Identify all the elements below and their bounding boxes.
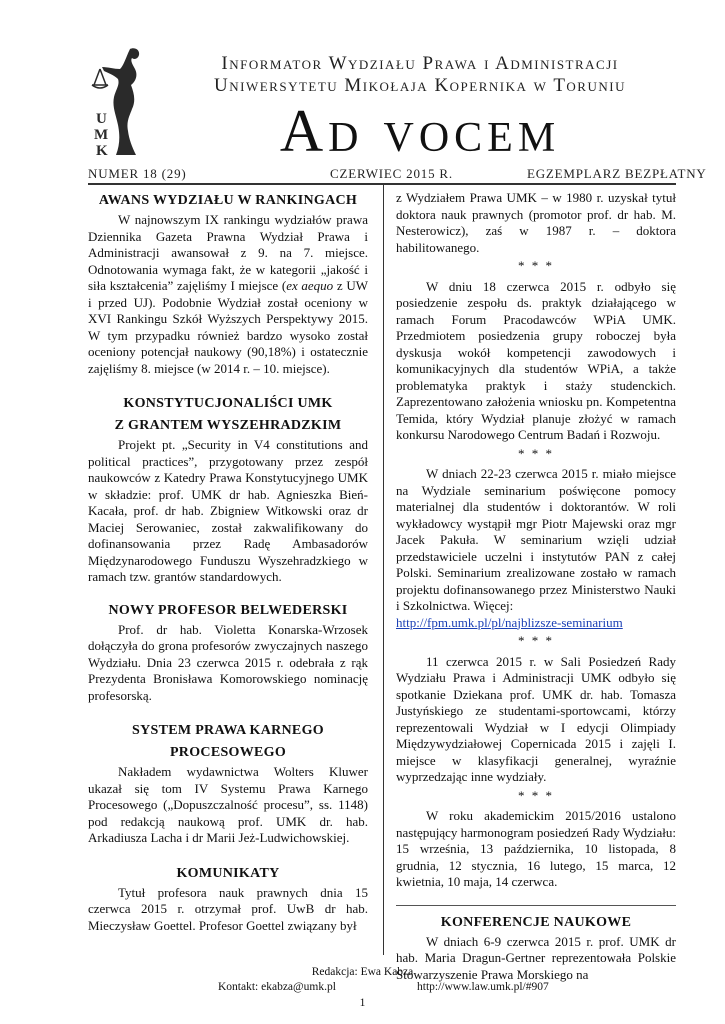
section-title-criminal-law: SYSTEM PRAWA KARNEGO <box>132 723 324 738</box>
column-divider <box>383 185 384 955</box>
newsletter-title: Ad vocem <box>279 98 561 164</box>
logo-letter-k: K <box>96 143 108 159</box>
criminal-law-paragraph: Nakładem wydawnictwa Wolters Kluwer ukazał się tom IV Systemu Prawa Karnego Procesowego („Dopuszczalność procesu”, ss. 1148) pod redakcją naukową prof. UMK dr. hab. Arkadiusza Lacha i dr Marii Jeż-Ludwichowskiej. <box>88 764 368 845</box>
left-column <box>88 190 368 934</box>
free-copy-label: EGZEMPLARZ BEZPŁATNY <box>527 166 707 181</box>
footer-editor: Redakcja: Ewa Kabza <box>311 966 414 978</box>
umk-logo <box>86 45 158 160</box>
conference-paragraph: W dniach 6-9 czerwca 2015 r. prof. UMK dr hab. Maria Dragun-Gertner reprezentowała Polskie Stowarzyszenie Prawa Morskiego na <box>396 933 676 982</box>
seminar-link[interactable]: http://fpm.umk.pl/pl/najblizsze-seminarium <box>396 614 623 630</box>
section-title-constitutionalists: KONSTYTUCJONALIŚCI UMK <box>123 396 333 411</box>
separator-stars: * * * <box>518 787 554 803</box>
section-title-criminal-law-2: PROCESOWEGO <box>169 745 287 760</box>
logo-letter-u: U <box>96 111 107 127</box>
separator-stars: * * * <box>518 633 554 648</box>
announcements-paragraph: Tytuł profesora nauk prawnych dnia 15 czerwca 2015 r. otrzymał prof. UwB dr hab. Mieczysław Goettel. Profesor Goettel związany był <box>88 884 368 933</box>
page-number: 1 <box>359 997 366 1009</box>
header-rule <box>88 183 676 185</box>
council-schedule-paragraph: W roku akademickim 2015/2016 ustalono następujący harmonogram posiedzeń Rady Wydziału: 15 września, 13 października, 10 listopada, 8 grudnia, 12 stycznia, 16 lutego, 15 marca, 12 kwietnia, 10 maja, 14 czerwca. <box>396 808 676 889</box>
separator-stars: * * * <box>518 445 554 461</box>
footer-url[interactable]: http://www.law.umk.pl/#907 <box>417 981 549 993</box>
section-title-constitutionalists-2: Z GRANTEM WYSZEHRADZKIM <box>114 418 342 433</box>
rankings-paragraph: W najnowszym IX rankingu wydziałów prawa Dziennika Gazeta Prawna Wydział Prawa i Administracji awansował z 9. na 7. miejsce. Odnotowania wymaga fakt, że w kategorii „jakość i siła kształcenia” zajęliśmy I miejsce (ex aequo z UW i przed UJ). Podobnie Wydział został oceniony w XVI Rankingu Szkół Wyższych Perspektywy 2015. W tym przypadku również bardzo wysoko został oceniony potencjał naukowy (90,18%) i ostatecznie zajęliśmy 8. miejsce (w 2014 r. – 10. miejsce). <box>88 212 368 376</box>
masthead-line-2: Uniwersytetu Mikołaja Kopernika w Toruniu <box>214 75 626 96</box>
goettel-continued: z Wydziałem Prawa UMK – w 1980 r. uzyskał tytuł doktora nauk prawnych (promotor prof. dr hab. M. Nesterowicz), zaś w 1987 r. – doktora habilitowanego. <box>396 190 676 255</box>
section-title-announcements: KOMUNIKATY <box>176 865 280 881</box>
footer-contact[interactable]: Kontakt: ekabza@umk.pl <box>218 981 336 993</box>
issue-number: NUMER 18 (29) <box>88 166 187 181</box>
logo-letter-m: M <box>94 127 109 143</box>
separator-stars: * * * <box>518 258 554 273</box>
forum-paragraph: W dniu 18 czerwca 2015 r. odbyło się posiedzenie zespołu ds. praktyk działającego w ramach Forum Pracodawców WPiA UMK. Przedmiotem posiedzenia grupy roboczej była dyskusja wokół kompetencji zawodowych i komunikacyjnych dla studentów WPiA, a także problematyka praktyk i staży studenckich. Zaprezentowano założenia wniosku pn. Kompetentna Temida, który Wydział planuje złożyć w ramach konkursu Narodowego Centrum Badań i Rozwoju. <box>396 278 676 442</box>
section-title-conferences: KONFERENCJE NAUKOWE <box>440 914 632 930</box>
copernicada-paragraph: 11 czerwca 2015 r. w Sali Posiedzeń Rady Wydziału Prawa i Administracji UMK odbyło się spotkanie Dziekana prof. UMK dr. hab. Tomasza Justyńskiego ze studentami-sportowcami, którzy reprezentowali Wydział w I edycji Olimpiady Międzywydziałowej Copernicada 2015 i zajęli I. miejsce w klasyfikacji generalnej, wyraźnie wyprzedzając inne wydziały. <box>396 653 676 784</box>
right-column <box>396 190 676 983</box>
issue-date: CZERWIEC 2015 R. <box>330 166 453 181</box>
section-separator <box>396 905 676 906</box>
grant-paragraph: Projekt pt. „Security in V4 constitutions and political practices”, przygotowany przez zespół naukowców z Katedry Prawa Konstytucyjnego UMK w składzie: prof. UMK dr hab. Agnieszka Bień-Kacała, prof. dr hab. Zbigniew Witkowski oraz dr Maciej Serowaniec, został zakwalifikowany do dofinansowania przez Radę Ambasadorów Międzynarodowego Funduszu Wyszehradzkiego w ramach tzw. grantów standardowych. <box>88 437 368 584</box>
professor-paragraph: Prof. dr hab. Violetta Konarska-Wrzosek dołączyła do grona profesorów zwyczajnych naszego Wydziału. Dnia 23 czerwca 2015 r. odebrała z rąk Prezydenta Bronisława Komorowskiego nominację profesorską. <box>88 621 368 703</box>
section-title-rankings: AWANS WYDZIAŁU W RANKINGACH <box>98 193 358 208</box>
section-title-new-professor: NOWY PROFESOR BELWEDERSKI <box>108 602 348 618</box>
seminar-paragraph: W dniach 22-23 czerwca 2015 r. miało miejsce na Wydziale seminarium poświęcone pomocy materialnej dla studentów i doktorantów. W roli wykładowcy wystąpił mgr Piotr Majewski oraz mgr Jacek Pakuła. W seminarium wzięli udział przedstawiciele uczelni i instytutów PAN z całej Polski. Seminarium zrealizowane zostało w ramach projektu dofinansowanego przez Ministerstwo Nauki i Szkolnictwa. Więcej: http://fpm.umk.pl/pl/najblizsze-seminarium <box>396 466 676 630</box>
masthead-line-1: Informator Wydziału Prawa i Administracji <box>221 53 619 74</box>
